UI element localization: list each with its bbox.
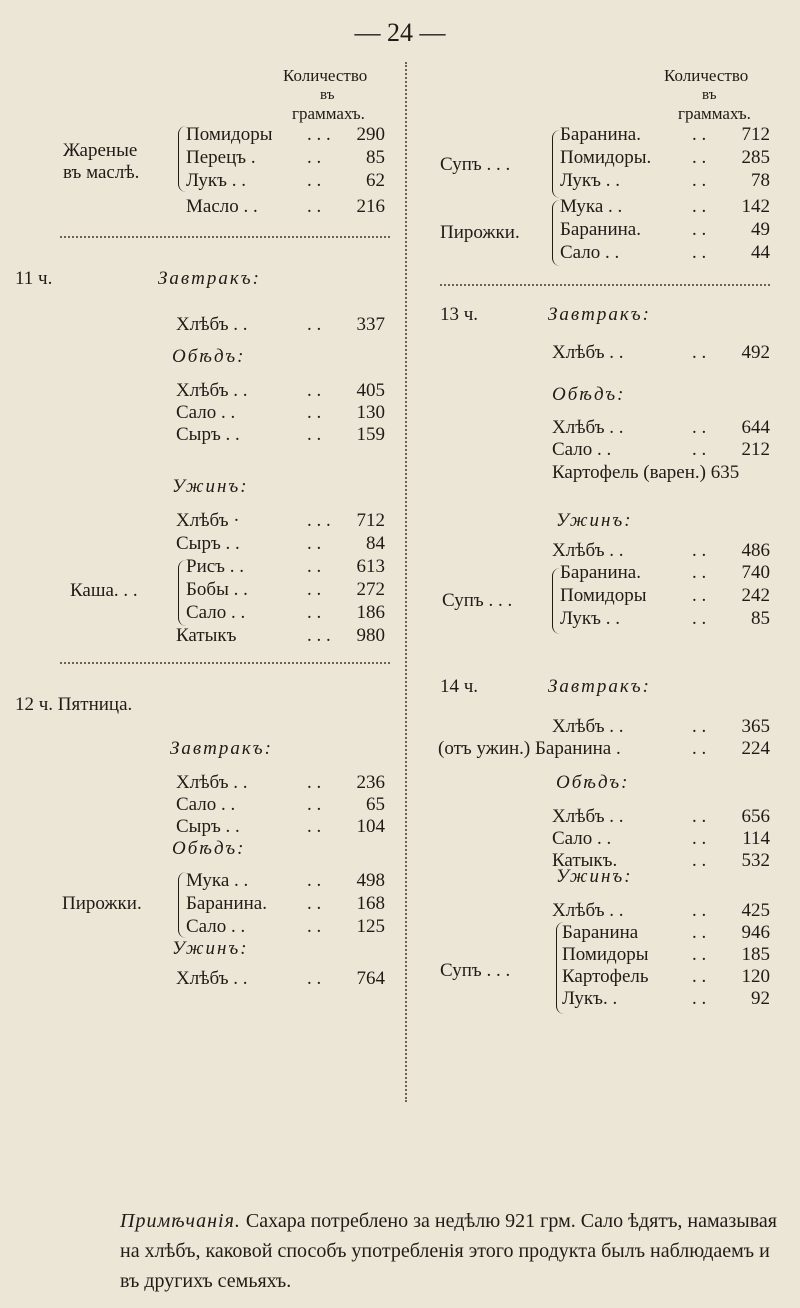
section-label: Каша. . . xyxy=(70,580,138,601)
item-leader: . . xyxy=(307,772,322,793)
item-value: 185 xyxy=(741,944,770,965)
item-value: 49 xyxy=(751,219,770,240)
item-value: 337 xyxy=(356,314,385,335)
meal-title: Обѣдъ: xyxy=(552,384,626,405)
item-name: Сыръ . . xyxy=(176,816,240,837)
item-leader: . . xyxy=(307,556,322,577)
item-name: Сало . . xyxy=(176,402,236,423)
item-name: Катыкъ xyxy=(176,625,237,646)
item-leader: . . xyxy=(692,850,707,871)
item-value: 78 xyxy=(751,170,770,191)
section-label: въ маслѣ. xyxy=(63,162,140,183)
item-leader: . . xyxy=(692,124,707,145)
item-value: 532 xyxy=(741,850,770,871)
item-name: Сало . . xyxy=(176,794,236,815)
item-leader: . . xyxy=(692,608,707,629)
item-name: Бобы . . xyxy=(186,579,248,600)
qty-header-line: Количество xyxy=(283,66,368,85)
section-label: Пирожки. xyxy=(440,222,520,243)
item-value: 125 xyxy=(356,916,385,937)
item-name: Масло . . xyxy=(186,196,258,217)
item-name: Катыкъ. xyxy=(552,850,618,871)
item-leader: . . xyxy=(692,562,707,583)
qty-header-line: граммахъ. xyxy=(678,104,751,123)
item-value: 65 xyxy=(366,794,385,815)
item-leader: . . xyxy=(692,147,707,168)
item-value: 980 xyxy=(356,625,385,646)
item-leader: . . xyxy=(692,417,707,438)
meal-title: Ужинъ: xyxy=(556,510,633,531)
item-leader: . . xyxy=(692,806,707,827)
item-value: 92 xyxy=(751,988,770,1009)
meal-title: Ужинъ: xyxy=(556,866,633,887)
meal-title: Обѣдъ: xyxy=(172,838,246,859)
item-leader: . . xyxy=(692,219,707,240)
item-name: Баранина. xyxy=(560,219,641,240)
item-value: 159 xyxy=(356,424,385,445)
item-name: Сыръ . . xyxy=(176,424,240,445)
item-leader: . . xyxy=(692,922,707,943)
meal-title: Ужинъ: xyxy=(172,938,249,959)
item-name: Хлѣбъ . . xyxy=(552,716,624,737)
qty-header-line: граммахъ. xyxy=(292,104,365,123)
qty-header-line: Количество xyxy=(664,66,749,85)
item-value: 168 xyxy=(356,893,385,914)
item-name: Помидоры xyxy=(560,585,647,606)
item-name: Картофель xyxy=(562,966,649,987)
item-leader: . . xyxy=(307,602,322,623)
item-leader: . . xyxy=(307,533,322,554)
item-value: 405 xyxy=(356,380,385,401)
item-leader: . . xyxy=(692,170,707,191)
item-leader: . . xyxy=(307,579,322,600)
meal-title: Завтракъ: xyxy=(548,676,651,697)
meal-title: Завтракъ: xyxy=(548,304,651,325)
item-value: 44 xyxy=(751,242,770,263)
item-value: 224 xyxy=(741,738,770,759)
item-leader: . . xyxy=(307,147,322,168)
day-label: 13 ч. xyxy=(440,304,479,325)
item-leader: . . xyxy=(307,196,322,217)
item-value: 946 xyxy=(741,922,770,943)
item-leader: . . xyxy=(307,794,322,815)
item-leader: . . xyxy=(307,380,322,401)
item-leader: . . xyxy=(307,816,322,837)
dotted-separator xyxy=(60,662,390,664)
item-leader: . . xyxy=(692,828,707,849)
item-leader: . . . xyxy=(307,510,331,531)
item-name: Лукъ . . xyxy=(186,170,246,191)
qty-header-line: въ xyxy=(320,87,335,103)
page-number: — 24 — xyxy=(354,18,446,47)
item-name: Хлѣбъ . . xyxy=(176,380,248,401)
item-name: Лукъ . . xyxy=(560,170,620,191)
meal-title: Обѣдъ: xyxy=(172,346,246,367)
item-value: 85 xyxy=(366,147,385,168)
item-leader: . . xyxy=(692,196,707,217)
item-name: Хлѣбъ . . xyxy=(176,772,248,793)
item-name: Лукъ. . xyxy=(562,988,618,1009)
item-value: 740 xyxy=(741,562,770,583)
item-value: 712 xyxy=(741,124,770,145)
item-name: Хлѣбъ . . xyxy=(176,968,248,989)
item-name: Баранина xyxy=(562,922,639,943)
item-value: 712 xyxy=(356,510,385,531)
item-name: Баранина. xyxy=(560,124,641,145)
item-value: 114 xyxy=(742,828,770,849)
item-value: 212 xyxy=(741,439,770,460)
section-label: Супъ . . . xyxy=(440,154,511,175)
item-value: 104 xyxy=(356,816,385,837)
item-leader: . . xyxy=(692,988,707,1009)
section-label: Пирожки. xyxy=(62,893,142,914)
item-name: Хлѣбъ . . xyxy=(176,314,248,335)
item-name: Хлѣбъ . . xyxy=(552,417,624,438)
item-value: 120 xyxy=(741,966,770,987)
section-label: Супъ . . . xyxy=(442,590,513,611)
item-name: Баранина. xyxy=(186,893,267,914)
item-name: Баранина. xyxy=(560,562,641,583)
item-value: 425 xyxy=(741,900,770,921)
item-name: Лукъ . . xyxy=(560,608,620,629)
footnote xyxy=(120,1206,780,1296)
item-value: 285 xyxy=(741,147,770,168)
item-leader: . . xyxy=(307,968,322,989)
day-label: 14 ч. xyxy=(440,676,479,697)
item-name: Помидоры. xyxy=(560,147,652,168)
item-value: 85 xyxy=(751,608,770,629)
item-value: 486 xyxy=(741,540,770,561)
item-name: Сыръ . . xyxy=(176,533,240,554)
item-name: Хлѣбъ . . xyxy=(552,540,624,561)
item-leader: . . . xyxy=(307,625,331,646)
item-leader: . . . xyxy=(307,124,331,145)
item-name: Рисъ . . xyxy=(186,556,244,577)
item-name: Сало . . xyxy=(552,439,612,460)
meal-title: Обѣдъ: xyxy=(556,772,630,793)
item-value: 492 xyxy=(741,342,770,363)
item-leader: . . xyxy=(307,424,322,445)
item-name: Хлѣбъ . . xyxy=(552,900,624,921)
item-value: 186 xyxy=(356,602,385,623)
item-leader: . . xyxy=(692,900,707,921)
item-value: 272 xyxy=(356,579,385,600)
item-leader: . . xyxy=(307,170,322,191)
item-leader: . . xyxy=(692,966,707,987)
item-name: Сало . . xyxy=(552,828,612,849)
item-leader: . . xyxy=(692,716,707,737)
footnote-head: Примѣчанія. xyxy=(120,1210,241,1232)
item-value: 644 xyxy=(741,417,770,438)
potato-line: Картофель (варен.) 635 xyxy=(552,462,740,483)
item-leader: . . xyxy=(307,870,322,891)
column-divider xyxy=(405,62,407,1102)
item-value: 613 xyxy=(356,556,385,577)
item-name: Сало . . xyxy=(186,916,246,937)
item-value: 130 xyxy=(356,402,385,423)
item-leader: . . xyxy=(692,242,707,263)
item-value: 498 xyxy=(356,870,385,891)
item-leader: . . xyxy=(692,585,707,606)
item-value: 290 xyxy=(356,124,385,145)
item-value: 216 xyxy=(356,196,385,217)
item-value: 365 xyxy=(741,716,770,737)
section-label: Жареные xyxy=(63,140,138,161)
item-leader: . . xyxy=(307,402,322,423)
item-name: (отъ ужин.) Баранина . xyxy=(438,738,621,759)
item-leader: . . xyxy=(692,944,707,965)
item-name: Мука . . xyxy=(186,870,249,891)
item-name: Помидоры xyxy=(186,124,273,145)
item-name: Перецъ . xyxy=(186,147,256,168)
item-leader: . . xyxy=(692,342,707,363)
meal-title: Завтракъ: xyxy=(158,268,261,289)
item-value: 656 xyxy=(741,806,770,827)
footnote-text: Сахара потреблено за недѣлю 921 грм. Сало ѣдятъ, намазывая на хлѣбъ, каковой способъ употребленія этого продукта былъ наблюдаемъ и въ другихъ семьяхъ. xyxy=(120,1210,777,1292)
item-value: 62 xyxy=(366,170,385,191)
item-name: Хлѣбъ · xyxy=(176,510,240,531)
section-label: Супъ . . . xyxy=(440,960,511,981)
item-leader: . . xyxy=(307,314,322,335)
qty-header-line: въ xyxy=(702,87,717,103)
item-name: Мука . . xyxy=(560,196,623,217)
meal-title: Ужинъ: xyxy=(172,476,249,497)
item-leader: . . xyxy=(692,738,707,759)
item-value: 236 xyxy=(356,772,385,793)
day-label: 11 ч. xyxy=(15,268,53,289)
item-name: Сало . . xyxy=(186,602,246,623)
day-label: 12 ч. Пятница. xyxy=(15,694,133,715)
item-value: 142 xyxy=(741,196,770,217)
item-leader: . . xyxy=(692,540,707,561)
item-leader: . . xyxy=(307,893,322,914)
dotted-separator xyxy=(60,236,390,238)
item-leader: . . xyxy=(692,439,707,460)
dotted-separator xyxy=(440,284,770,286)
item-name: Сало . . xyxy=(560,242,620,263)
item-value: 764 xyxy=(356,968,385,989)
item-value: 242 xyxy=(741,585,770,606)
meal-title: Завтракъ: xyxy=(170,738,273,759)
item-leader: . . xyxy=(307,916,322,937)
item-name: Хлѣбъ . . xyxy=(552,806,624,827)
item-name: Хлѣбъ . . xyxy=(552,342,624,363)
item-name: Помидоры xyxy=(562,944,649,965)
item-value: 84 xyxy=(366,533,385,554)
